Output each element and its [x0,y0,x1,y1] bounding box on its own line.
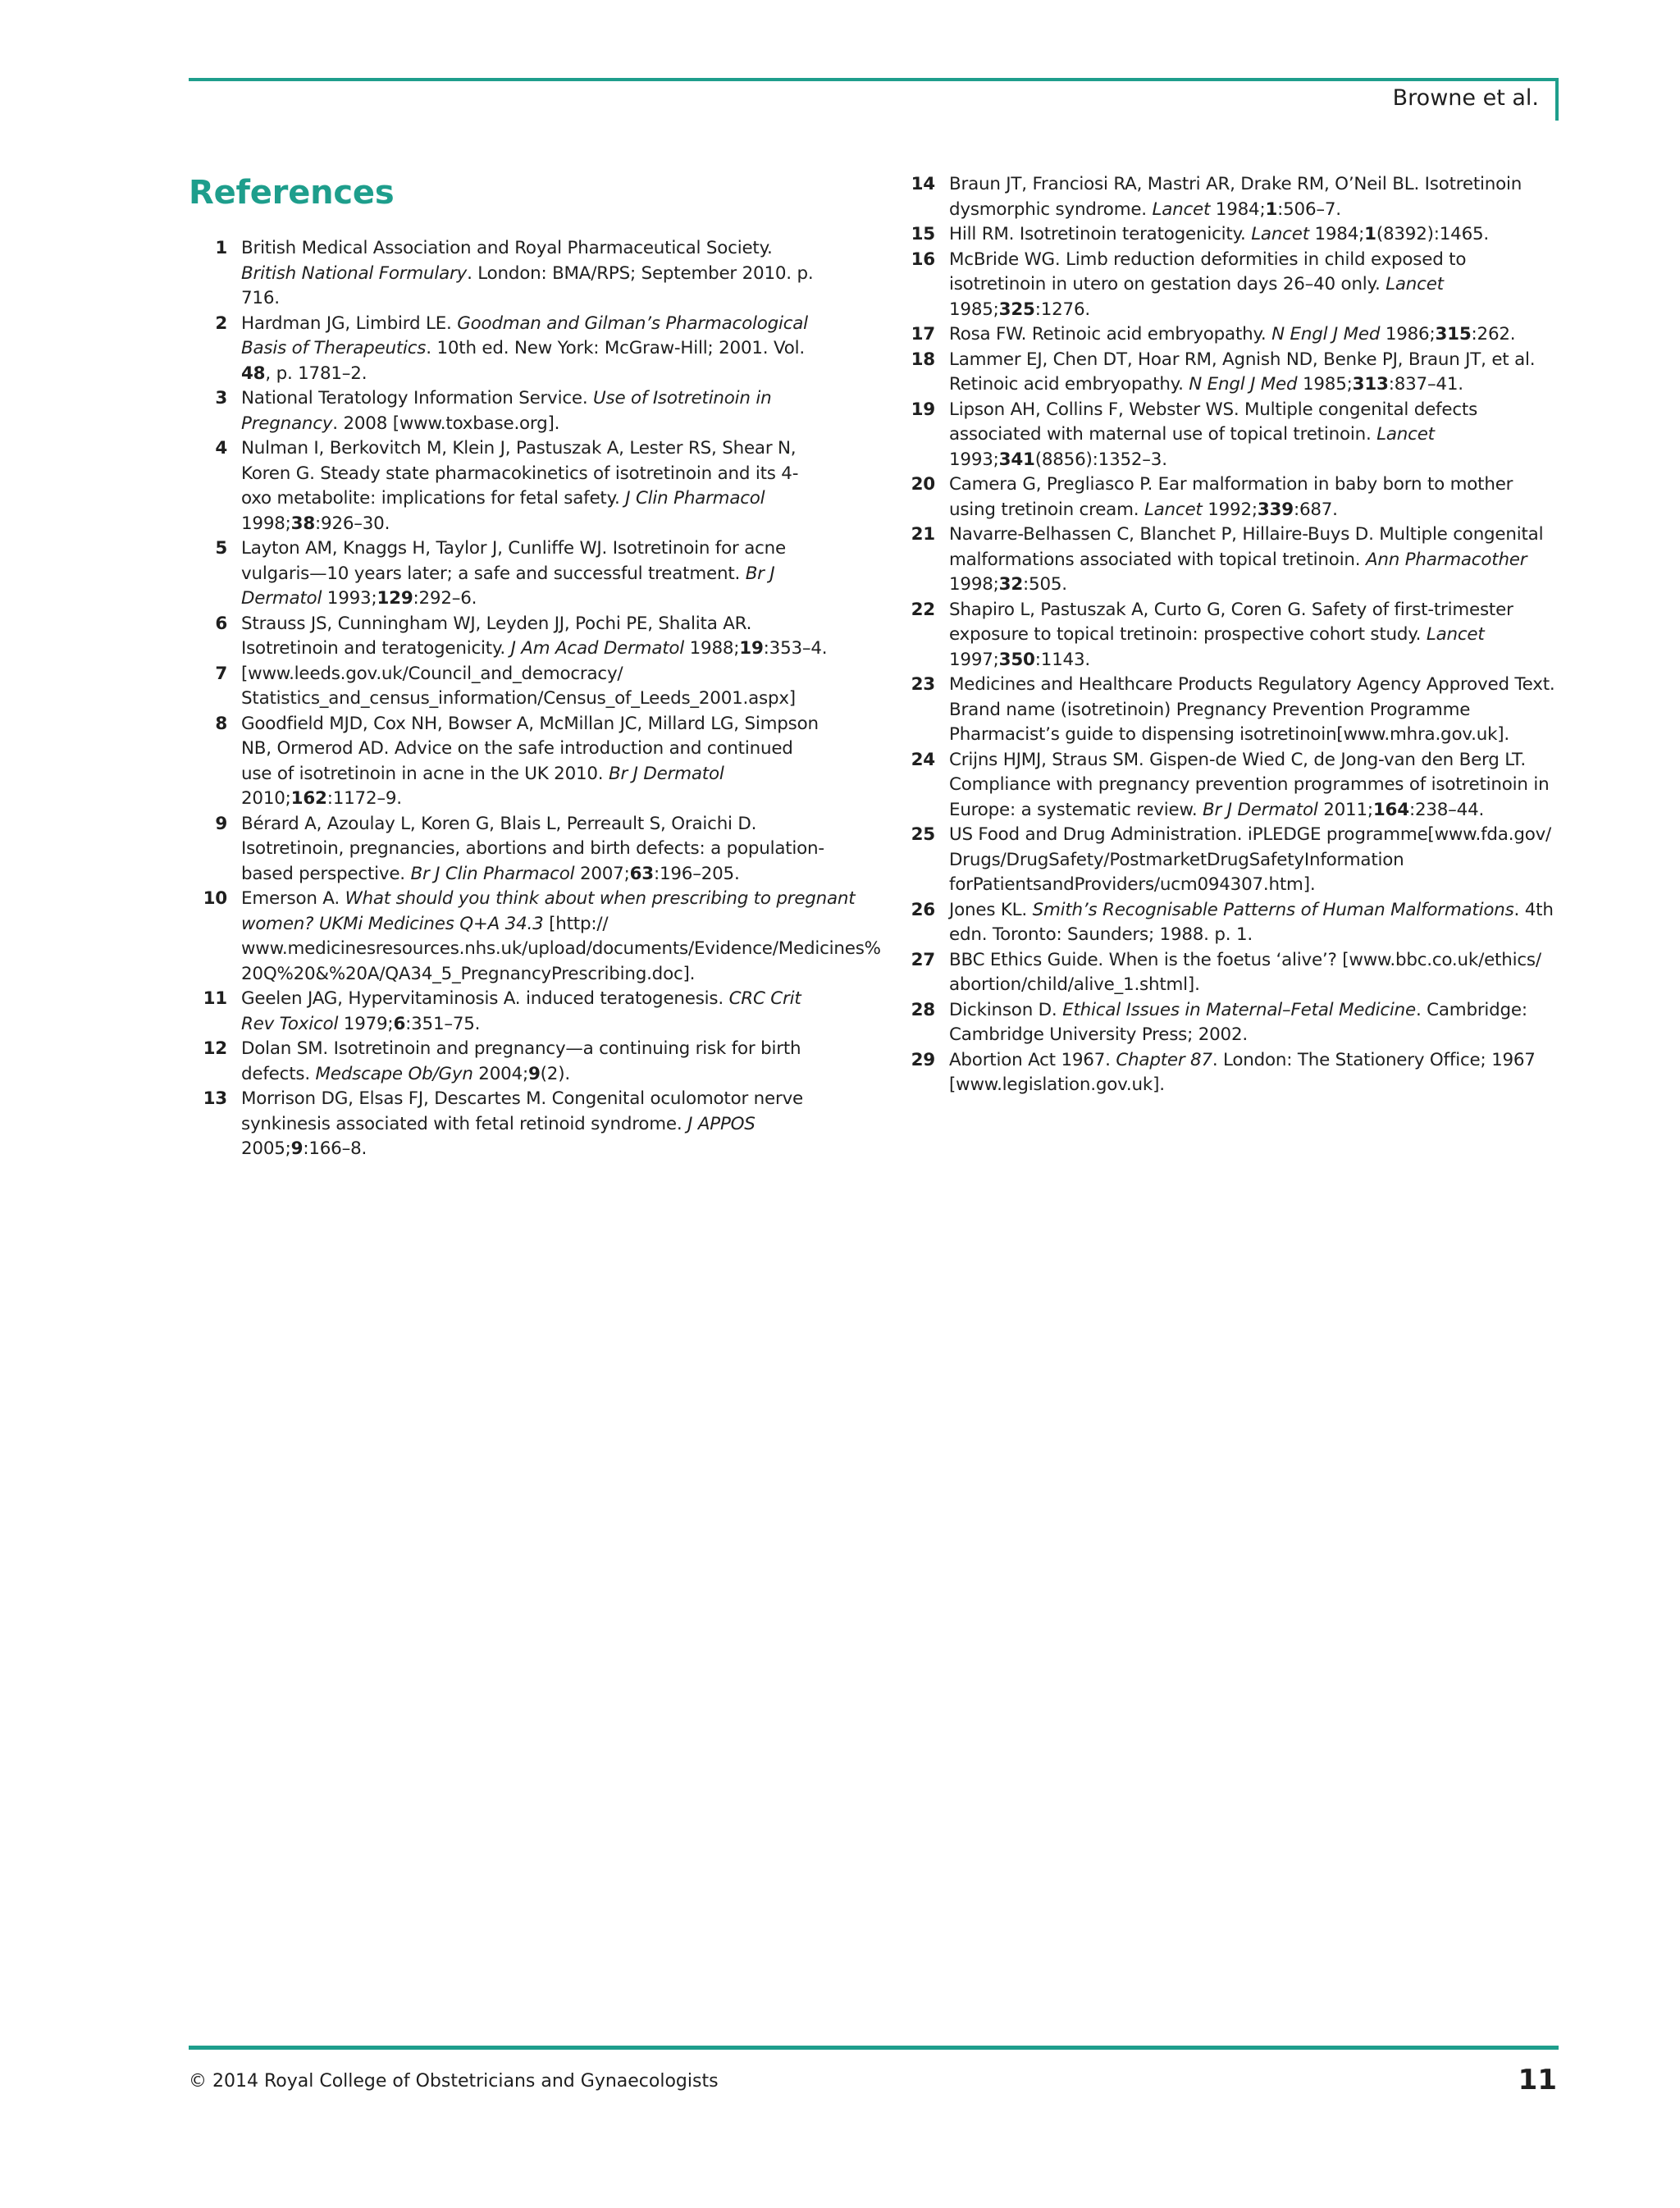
reference-title-italic: Lancet [1426,624,1485,645]
reference-text-segment: :926–30. [315,513,390,534]
reference-title-italic: Lancet [1376,424,1435,445]
reference-text [241,612,829,662]
reference-text-segment: Navarre-Belhassen C, Blanchet P, Hillaire-Buys D. Multiple congenital malformations associated with topical tretinoin. [949,524,1544,570]
reference-title-italic: Use of Isotretinoin in Pregnancy [241,388,772,434]
reference-title-italic: Br J Dermatol [1203,799,1318,820]
reference-text [241,386,829,436]
reference-volume-bold: 162 [290,788,327,809]
reference-text [241,312,829,387]
reference-title-italic: Chapter 87 [1116,1049,1212,1070]
reference-number: 4 [215,438,227,458]
reference-text [241,236,829,312]
reference-text [949,522,1561,598]
reference-item [189,662,829,712]
reference-text-segment: Dickinson D. [949,999,1063,1020]
reference-text-segment: :505. [1023,574,1067,595]
reference-volume-bold: 129 [377,588,413,609]
reference-number: 12 [203,1038,227,1059]
reference-title-italic: Br J Dermatol [241,563,775,609]
reference-text [241,987,829,1037]
reference-volume-bold: 313 [1352,374,1389,395]
reference-text-segment: 1998; [241,513,291,534]
reference-text [241,662,829,712]
reference-text-segment: :1143. [1034,649,1090,670]
reference-text-segment: 1998; [949,574,999,595]
reference-text [241,887,881,987]
reference-title-italic: British National Formulary [241,262,468,284]
reference-text-segment: Goodfield MJD, Cox NH, Bowser A, McMillan JC, Millard LG, Simpson NB, Ormerod AD. Advice on the safe introduction and continued use of isotretinoin in acne in the UK 2010. [241,713,819,784]
reference-item [897,823,1561,898]
header-rule [189,78,1559,81]
reference-item [189,1037,829,1087]
footer-rule [189,2046,1559,2050]
reference-volume-bold: 164 [1372,799,1409,820]
reference-number: 27 [911,949,935,970]
reference-text-segment: 1985; [1297,374,1353,395]
reference-text-segment: :351–75. [405,1013,481,1034]
reference-text-segment: :262. [1471,324,1516,344]
reference-item [189,712,829,812]
reference-text-segment: 2010; [241,788,291,809]
reference-item [897,248,1561,323]
reference-title-italic: Ann Pharmacother [1365,549,1527,570]
reference-item [897,673,1561,748]
reference-volume-bold: 1 [1265,198,1278,220]
reference-text-segment: (2). [540,1063,570,1084]
reference-title-italic: J APPOS [687,1113,756,1134]
page-number: 11 [1518,2064,1557,2096]
reference-title-italic: N Engl J Med [1271,324,1381,344]
reference-item [189,386,829,436]
reference-text-segment: Lipson AH, Collins F, Webster WS. Multiple congenital defects associated with maternal use of topical tretinoin. [949,399,1478,445]
reference-item [897,348,1561,398]
reference-item [189,312,829,387]
reference-text [949,948,1561,998]
reference-text-segment: Jones KL. [949,899,1033,920]
reference-number: 3 [215,388,227,408]
reference-text-segment: (8856):1352–3. [1034,449,1167,470]
reference-text-segment: Nulman I, Berkovitch M, Klein J, Pastuszak A, Lester RS, Shear N, Koren G. Steady state pharmacokinetics of isotretinoin and its 4-oxo metabolite: implications for fetal safety. [241,438,799,509]
reference-title-italic: CRC Crit Rev Toxicol [241,988,801,1034]
reference-text-segment: . 4th edn. Toronto: Saunders; 1988. p. 1. [949,899,1554,945]
reference-text-segment: :238–44. [1408,799,1485,820]
reference-number: 25 [911,824,935,845]
reference-text-segment: 1992; [1202,499,1258,520]
reference-text [949,222,1561,248]
reference-text-segment: . Cambridge: Cambridge University Press; 2002. [949,999,1527,1045]
reference-text-segment: Hardman JG, Limbird LE. [241,312,458,334]
reference-item [897,472,1561,522]
reference-text [949,998,1561,1048]
reference-volume-bold: 9 [290,1138,304,1159]
reference-text-segment: 1993; [949,449,999,470]
reference-number: 6 [215,613,227,634]
reference-number: 14 [911,174,935,194]
reference-text-segment: Morrison DG, Elsas FJ, Descartes M. Congenital oculomotor nerve synkinesis associated with fetal retinoid syndrome. [241,1088,803,1134]
reference-title-italic: Lancet [1144,499,1203,520]
reference-title-italic: Medscape Ob/Gyn [315,1063,473,1084]
reference-text [949,898,1561,948]
reference-volume-bold: 6 [393,1013,406,1034]
reference-number: 5 [215,538,227,559]
reference-number: 8 [215,713,227,734]
reference-item [897,222,1561,248]
header-corner-rule [1555,78,1559,121]
reference-text-segment: , p. 1781–2. [265,363,368,384]
reference-text [241,436,829,536]
reference-number: 15 [911,224,935,244]
reference-item [897,1048,1561,1098]
reference-title-italic: Br J Clin Pharmacol [410,863,575,884]
reference-title-italic: Lancet [1152,198,1211,220]
copyright-notice: © 2014 Royal College of Obstetricians and Gynaecologists [189,2071,719,2092]
reference-text-segment: 2005; [241,1138,291,1159]
running-head: Browne et al. [1392,85,1539,111]
references-column-right [897,172,1561,1098]
reference-text-segment: . 10th ed. New York: McGraw-Hill; 2001. Vol. [426,338,805,358]
reference-text-segment: . 2008 [www.toxbase.org]. [332,413,560,434]
reference-volume-bold: 1 [1364,224,1376,244]
reference-volume-bold: 19 [739,638,764,659]
reference-item [189,612,829,662]
reference-text [949,248,1561,323]
reference-text [949,472,1561,522]
reference-number: 18 [911,349,935,370]
reference-title-italic: J Clin Pharmacol [625,488,765,509]
reference-title-italic: Lancet [1386,274,1444,294]
reference-text [949,823,1561,898]
reference-number: 9 [215,813,227,834]
reference-title-italic: J Am Acad Dermatol [510,638,685,659]
reference-text-segment: Medicines and Healthcare Products Regulatory Agency Approved Text. Brand name (isotretinoin) Pregnancy Prevention Programme Pharmacist’s guide to dispensing isotretinoin[www.mhra.gov.uk]. [949,674,1555,745]
reference-text [241,1037,829,1087]
reference-text-segment: :166–8. [303,1138,368,1159]
reference-title-italic: Lancet [1251,224,1309,244]
reference-text-segment: Crijns HJMJ, Straus SM. Gispen-de Wied C, de Jong-van den Berg LT. Compliance with pregnancy prevention programmes of isotretinoin in Europe: a systematic review. [949,749,1550,820]
reference-text [949,748,1561,823]
reference-text-segment: British Medical Association and Royal Pharmaceutical Society. [241,238,773,258]
reference-text-segment: 2011; [1317,799,1373,820]
reference-text-segment: 1986; [1380,324,1436,344]
reference-text-segment: . London: BMA/RPS; September 2010. p. 716. [241,262,814,308]
reference-text-segment: 1993; [322,588,377,609]
reference-text [241,1087,829,1162]
reference-text-segment: 1997; [949,649,999,670]
reference-text-segment: 2004; [472,1063,528,1084]
reference-item [189,1087,829,1162]
references-column-left [189,172,881,1162]
reference-item [189,436,829,536]
reference-text-segment: :837–41. [1388,374,1463,395]
reference-text [949,322,1561,348]
reference-volume-bold: 325 [998,299,1035,320]
reference-title-italic: Br J Dermatol [609,763,724,784]
reference-text-segment: US Food and Drug Administration. iPLEDGE programme[www.fda.gov/ Drugs/DrugSafety/PostmarketDrugSafetyInformation forPatientsandProviders/ucm094307.htm]. [949,824,1552,895]
reference-text-segment: Strauss JS, Cunningham WJ, Leyden JJ, Pochi PE, Shalita AR. Isotretinoin and teratogenicity. [241,613,752,659]
reference-list-left [189,236,881,1162]
reference-text-segment: 1988; [684,638,740,659]
reference-number: 28 [911,999,935,1020]
reference-item [189,536,829,612]
reference-text-segment: . London: The Stationery Office; 1967 [www.legislation.gov.uk]. [949,1049,1536,1095]
reference-number: 19 [911,399,935,420]
reference-title-italic: Ethical Issues in Maternal–Fetal Medicine [1062,999,1416,1020]
reference-text-segment: National Teratology Information Service. [241,388,594,408]
reference-number: 7 [215,663,227,684]
reference-item [897,898,1561,948]
reference-text-segment: 1984; [1210,198,1266,220]
reference-number: 10 [203,888,227,909]
reference-text [949,673,1561,748]
reference-text-segment: Hill RM. Isotretinoin teratogenicity. [949,224,1252,244]
reference-item [189,812,829,887]
reference-volume-bold: 315 [1435,324,1472,344]
reference-item [897,522,1561,598]
reference-volume-bold: 38 [290,513,316,534]
reference-text [241,712,829,812]
reference-text-segment: Abortion Act 1967. [949,1049,1116,1070]
reference-number: 13 [203,1088,227,1109]
reference-item [189,236,829,312]
reference-text-segment: 1979; [338,1013,394,1034]
reference-text-segment: :687. [1293,499,1338,520]
reference-volume-bold: 339 [1257,499,1294,520]
reference-text-segment: Layton AM, Knaggs H, Taylor J, Cunliffe WJ. Isotretinoin for acne vulgaris—10 years later; a safe and successful treatment. [241,538,786,584]
reference-number: 22 [911,599,935,620]
reference-title-italic: N Engl J Med [1189,374,1298,395]
reference-text-segment: Geelen JAG, Hypervitaminosis A. induced teratogenesis. [241,988,729,1009]
reference-title-italic: Smith’s Recognisable Patterns of Human Malformations [1032,899,1514,920]
reference-text-segment: :1276. [1034,299,1090,320]
reference-text [949,398,1561,473]
reference-text-segment: 1984; [1308,224,1365,244]
reference-text-segment: (8392):1465. [1376,224,1489,244]
reference-number: 1 [215,238,227,258]
reference-text-segment: 1985; [949,299,999,320]
reference-item [897,998,1561,1048]
reference-item [897,172,1561,222]
reference-number: 26 [911,899,935,920]
reference-list-right [897,172,1561,1098]
reference-text-segment: [http:// www.medicinesresources.nhs.uk/upload/documents/Evidence/Medicines% 20Q%20&%20A/QA34_5_PregnancyPrescribing.doc]. [241,913,881,984]
reference-volume-bold: 32 [998,574,1024,595]
reference-number: 20 [911,474,935,495]
reference-text-segment: [www.leeds.gov.uk/Council_and_democracy/ Statistics_and_census_information/Census_of_Leeds_2001.aspx] [241,663,796,709]
reference-item [897,748,1561,823]
reference-volume-bold: 48 [241,363,266,384]
reference-title-italic: What should you think about when prescribing to pregnant women? UKMi Medicines Q+A 34.3 [241,888,856,934]
reference-text-segment: Bérard A, Azoulay L, Koren G, Blais L, Perreault S, Oraichi D. Isotretinoin, pregnancies, abortions and birth defects: a population-based perspective. [241,813,824,884]
reference-number: 17 [911,324,935,344]
reference-item [897,322,1561,348]
reference-title-italic: Goodman and Gilman’s Pharmacological Basis of Therapeutics [241,312,808,358]
reference-text-segment: 2007; [574,863,630,884]
reference-text-segment: Braun JT, Franciosi RA, Mastri AR, Drake RM, O’Neil BL. Isotretinoin dysmorphic syndrome. [949,174,1522,220]
reference-text-segment: McBride WG. Limb reduction deformities in child exposed to isotretinoin in utero on gestation days 26–40 only. [949,249,1467,294]
reference-text-segment: Rosa FW. Retinoic acid embryopathy. [949,324,1272,344]
reference-number: 24 [911,749,935,770]
reference-text-segment: Camera G, Pregliasco P. Ear malformation in baby born to mother using tretinoin cream. [949,474,1513,520]
reference-item [189,987,829,1037]
reference-volume-bold: 63 [629,863,654,884]
reference-number: 23 [911,674,935,695]
reference-text-segment: BBC Ethics Guide. When is the foetus ‘alive’? [www.bbc.co.uk/ethics/ abortion/child/alive_1.shtml]. [949,949,1541,995]
section-title: References [189,174,395,212]
reference-item [897,948,1561,998]
reference-text [949,172,1561,222]
reference-text [241,812,829,887]
reference-volume-bold: 350 [998,649,1035,670]
reference-text-segment: Emerson A. [241,888,345,909]
reference-text-segment: :506–7. [1277,198,1341,220]
reference-text [949,348,1561,398]
reference-text [949,1048,1561,1098]
reference-text-segment: Dolan SM. Isotretinoin and pregnancy—a continuing risk for birth defects. [241,1038,801,1084]
reference-number: 21 [911,524,935,545]
reference-text-segment: Shapiro L, Pastuszak A, Curto G, Coren G. Safety of first-trimester exposure to topical tretinoin: prospective cohort study. [949,599,1513,645]
reference-text [241,536,829,612]
reference-text-segment: Lammer EJ, Chen DT, Hoar RM, Agnish ND, Benke PJ, Braun JT, et al. Retinoic acid embryopathy. [949,349,1536,395]
reference-item [189,887,881,987]
reference-number: 2 [215,312,227,334]
reference-text-segment: :353–4. [763,638,828,659]
reference-text-segment: :196–205. [653,863,740,884]
reference-number: 16 [911,249,935,270]
reference-item [897,398,1561,473]
reference-item [897,598,1561,673]
reference-text [949,598,1561,673]
reference-text-segment: :1172–9. [326,788,402,809]
reference-number: 11 [203,988,227,1009]
reference-number: 29 [911,1049,935,1070]
reference-text-segment: :292–6. [413,588,477,609]
reference-volume-bold: 341 [998,449,1035,470]
reference-volume-bold: 9 [527,1063,541,1084]
